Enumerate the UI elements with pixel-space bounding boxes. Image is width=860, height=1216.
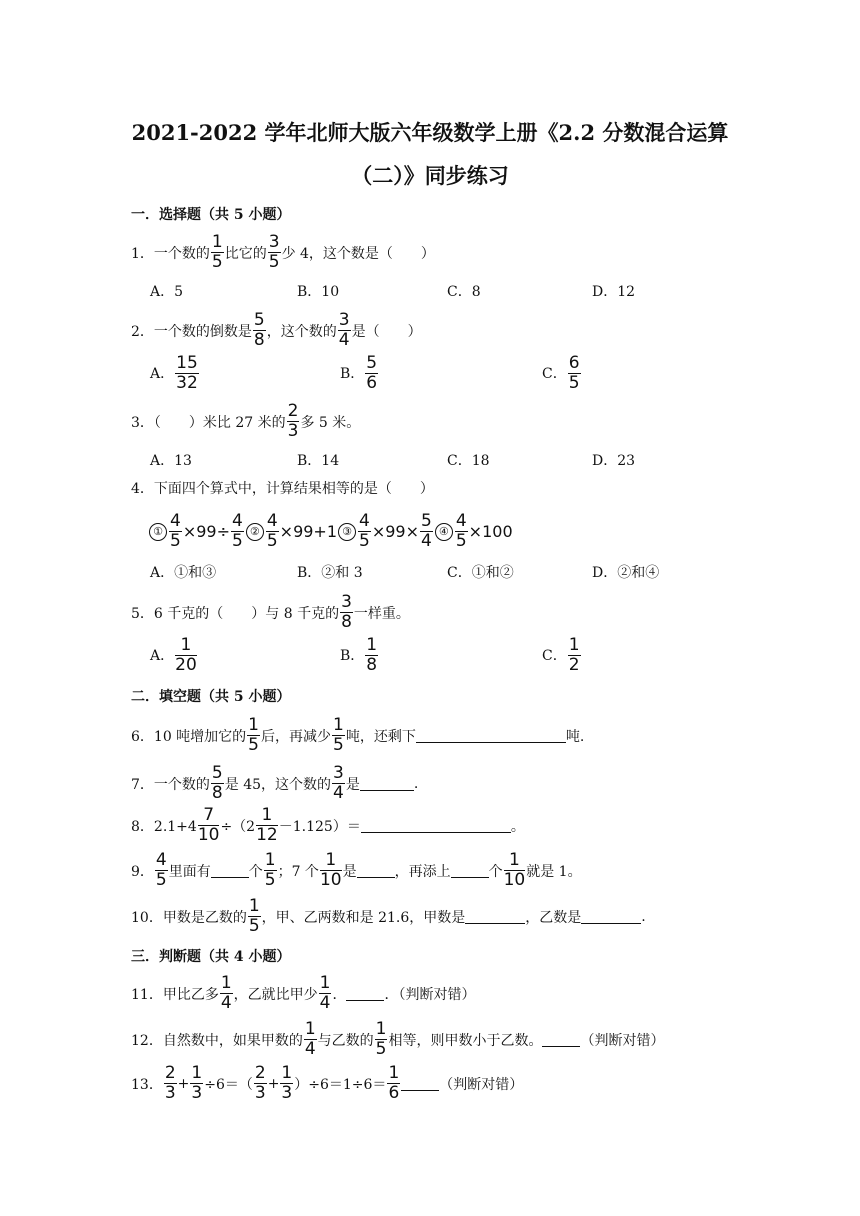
q9-text-i: 就是 1。 [526, 863, 582, 880]
q9-blank-1[interactable] [211, 863, 249, 878]
q3-option-b: B．14 [297, 453, 340, 469]
circle-2: ② [246, 523, 264, 541]
circle-4: ④ [435, 523, 453, 541]
title-line-1: 2021-2022 学年北师大版六年级数学上册《2.2 分数混合运算 [131, 120, 729, 145]
q12-text-d: （判断对错） [580, 1032, 665, 1049]
q8-text-b: ÷（2 [220, 818, 256, 835]
question-11: 11．甲比乙多 $\frac{1}{4}$ ，乙就比甲少 $\frac{1}{4}$ ． ．（判断对错） [131, 973, 476, 1013]
q11-text-a: 11．甲比乙多 [131, 986, 219, 1003]
q3-option-a: A．13 [150, 453, 192, 469]
q2-fraction-1: $\frac{5}{8}$ [253, 310, 265, 350]
q1-option-b: B．10 [297, 284, 340, 300]
q9-text-c: 个 [248, 863, 263, 880]
q1-text-c: 少 4，这个数是（ ） [281, 245, 435, 262]
section-heading-choice: 一．选择题（共 5 小题） [131, 207, 291, 223]
q12-text-c: 相等，则甲数小于乙数。 [388, 1032, 543, 1049]
circle-1: ① [149, 523, 167, 541]
q9-text-b: 里面有 [168, 863, 211, 880]
question-6: 6．10 吨增加它的 $\frac{1}{5}$ 后，再减少 $\frac{1}{5}$ 吨，还剩下 吨. [131, 715, 585, 755]
q9-text-a: 9． [131, 863, 154, 880]
q2-option-b: B． $\frac{5}{6}$ [340, 352, 378, 393]
question-3 [131, 403, 360, 440]
q13-text-a: 13． [131, 1076, 163, 1093]
question-5 [131, 594, 410, 631]
q9-text-g: ，再添上 [394, 863, 451, 880]
q4-option-c: C．①和② [447, 565, 514, 581]
q1-option-c: C．8 [447, 284, 481, 300]
q10-text-a: 10．甲数是乙数的 [131, 909, 247, 926]
section-heading-judge: 三．判断题（共 4 小题） [131, 949, 291, 965]
question-7: 7．一个数的 $\frac{5}{8}$ 是 45，这个数的 $\frac{3}{4}$ 是 . [131, 763, 419, 803]
q5-text-b: 一样重。 [353, 605, 410, 622]
q13-text-e: ）÷6＝1÷6＝ [294, 1076, 387, 1093]
q1-fraction-1: $\frac{1}{5}$ [211, 232, 223, 272]
q11-text-b: ，乙就比甲少 [233, 986, 318, 1003]
q5-option-a: A． $\frac{1}{20}$ [150, 634, 197, 675]
q3-fraction-1: $\frac{2}{3}$ [287, 401, 299, 441]
q3-text-b: 多 5 米。 [300, 414, 361, 431]
q13-answer-blank[interactable] [401, 1076, 439, 1091]
q4-option-a: A．①和③ [150, 565, 217, 581]
question-13: 13． $\frac{2}{3}$ + $\frac{1}{3}$ ÷6＝（ $\frac{2}{3}$ + $\frac{1}{3}$ ）÷6＝1÷6＝ $\frac{1}{6}$ （判断对错） [131, 1063, 524, 1103]
q4-expr-1: ×99÷ [182, 522, 230, 541]
q2-text-b: ，这个数的 [266, 323, 337, 340]
circle-3: ③ [338, 523, 356, 541]
q7-text-b: 是 45，这个数的 [224, 776, 332, 793]
q8-text-d: 。 [510, 818, 525, 835]
q13-text-d: + [267, 1075, 280, 1092]
q4-option-b: B．②和 3 [297, 565, 363, 581]
q5-option-b: B． $\frac{1}{8}$ [340, 634, 378, 675]
q1-text-b: 比它的 [224, 245, 267, 262]
q11-text-c: ． [332, 986, 347, 1003]
question-8: 8．2.1+4 $\frac{7}{10}$ ÷（2 $\frac{1}{12}$ －1.125）＝ 。 [131, 805, 525, 845]
q9-text-h: 个 [488, 863, 503, 880]
q11-answer-blank[interactable] [346, 986, 384, 1001]
q1-text-a: 1．一个数的 [131, 245, 210, 262]
question-4: 4．下面四个算式中，计算结果相等的是（ ） [131, 481, 434, 497]
q13-text-c: ÷6＝（ [204, 1076, 253, 1093]
q5-text-a: 5．6 千克的（ ）与 8 千克的 [131, 605, 340, 622]
q6-answer-blank[interactable] [416, 728, 566, 743]
q6-text-b: 后，再减少 [261, 728, 331, 745]
question-10: 10．甲数是乙数的 $\frac{1}{5}$ ，甲、乙两数和是 21.6，甲数是 ，乙数是 . [131, 896, 646, 936]
q10-blank-2[interactable] [581, 909, 641, 924]
q4-expr-2: ×99+1 [279, 522, 338, 541]
q13-text-g: （判断对错） [439, 1076, 524, 1093]
q4-expr-4: ×100 [468, 522, 513, 541]
q2-option-a: A． $\frac{15}{32}$ [150, 352, 198, 393]
q2-text-c: 是（ ） [351, 323, 422, 340]
q2-option-c: C． $\frac{6}{5}$ [542, 352, 580, 393]
q2-fraction-2: $\frac{3}{4}$ [338, 310, 350, 350]
q6-text-c: 吨，还剩下 [345, 728, 416, 745]
q10-blank-1[interactable] [465, 909, 525, 924]
q8-text-c: －1.125）＝ [278, 818, 361, 835]
q5-fraction-1: $\frac{3}{8}$ [341, 592, 352, 632]
q4-expr-3: ×99× [371, 522, 420, 541]
q3-text-a: 3．（ ）米比 27 米的 [131, 414, 286, 431]
q2-text-a: 2．一个数的倒数是 [131, 323, 252, 340]
q10-text-d: . [641, 908, 646, 925]
title-line-2: （二）》同步练习 [351, 163, 509, 188]
q9-blank-2[interactable] [357, 863, 395, 878]
q8-text-a: 8．2.1+4 [131, 818, 197, 835]
q7-text-a: 7．一个数的 [131, 776, 210, 793]
q5-option-c: C． $\frac{1}{2}$ [542, 634, 580, 675]
q10-text-b: ，甲、乙两数和是 21.6，甲数是 [261, 909, 466, 926]
q3-option-d: D．23 [592, 453, 636, 469]
q1-option-a: A．5 [150, 284, 184, 300]
q12-text-a: 12．自然数中，如果甲数的 [131, 1032, 303, 1049]
q10-text-c: ，乙数是 [525, 909, 582, 926]
q9-text-e: 是 [342, 863, 357, 880]
q1-option-d: D．12 [592, 284, 636, 300]
q3-option-c: C．18 [447, 453, 490, 469]
q7-text-c: 是 [345, 776, 360, 793]
q12-answer-blank[interactable] [542, 1032, 580, 1047]
q8-answer-blank[interactable] [361, 818, 511, 833]
q6-text-d: 吨. [565, 728, 585, 745]
question-1 [131, 234, 435, 271]
question-12: 12．自然数中，如果甲数的 $\frac{1}{4}$ 与乙数的 $\frac{1}{5}$ 相等，则甲数小于乙数。 （判断对错） [131, 1019, 665, 1059]
q4-expressions: ① $\frac{4}{5}$ ×99÷ $\frac{4}{5}$ ② $\frac{4}{5}$ ×99+1 ③ $\frac{4}{5}$ ×99× $\frac{5}{4}$ ④ $\frac{4}{5}$ ×100 [148, 513, 513, 550]
question-9: 9． $\frac{4}{5}$ 里面有 个 $\frac{1}{5}$ ；7 个 $\frac{1}{10}$ 是 ，再添上 个 $\frac{1}{10}$ 就是 1。 [131, 850, 582, 890]
q9-text-d: ；7 个 [277, 863, 319, 880]
q7-answer-blank[interactable] [360, 776, 414, 791]
q6-text-a: 6．10 吨增加它的 [131, 728, 247, 745]
q13-text-b: + [177, 1075, 190, 1092]
q9-blank-3[interactable] [451, 863, 489, 878]
section-heading-fill: 二．填空题（共 5 小题） [131, 689, 291, 705]
q4-option-d: D．②和④ [592, 565, 660, 581]
q1-fraction-2: $\frac{3}{5}$ [268, 232, 280, 272]
q12-text-b: 与乙数的 [317, 1032, 374, 1049]
q7-text-d: . [413, 775, 419, 792]
question-2 [131, 312, 422, 349]
q11-text-d: ．（判断对错） [384, 986, 476, 1003]
